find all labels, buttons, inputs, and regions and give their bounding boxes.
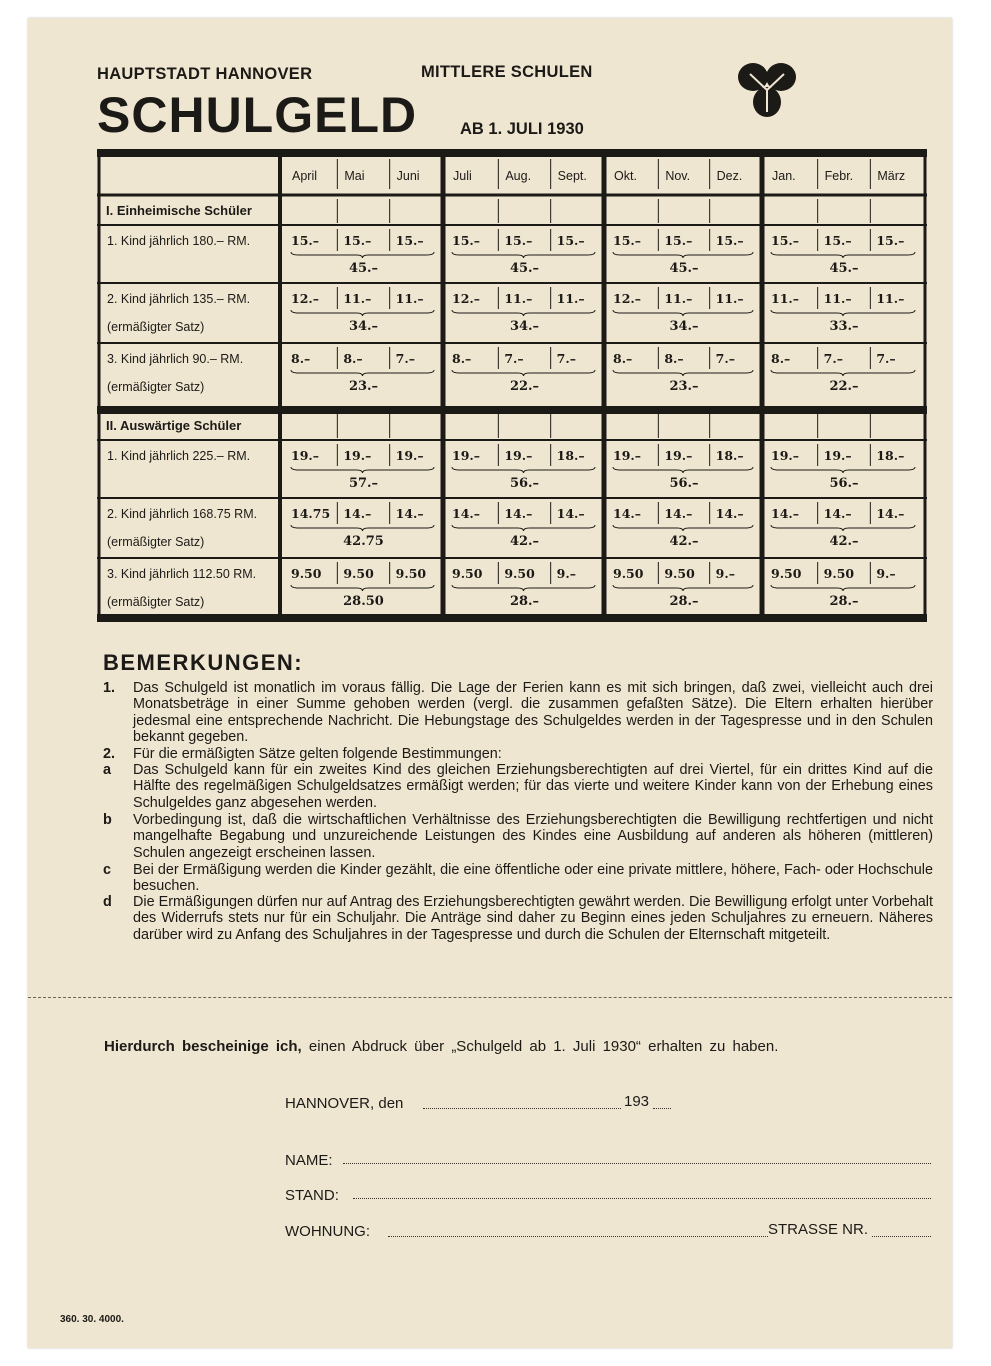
fee-cell: 19.– xyxy=(395,448,424,463)
fee-cell: 8.– xyxy=(343,351,363,366)
quarter-total: 34.– xyxy=(669,319,699,334)
remark-marker: b xyxy=(103,812,112,828)
remark-marker: a xyxy=(103,762,112,778)
fee-cell: 19.– xyxy=(823,448,852,463)
name-field[interactable] xyxy=(343,1163,931,1164)
fee-cell: 9.50 xyxy=(291,566,322,581)
month-header: Juli xyxy=(453,169,472,183)
month-header: Mai xyxy=(344,169,365,183)
fee-cell: 11.– xyxy=(343,291,372,306)
fee-cell: 11.– xyxy=(556,291,585,306)
fee-cell: 14.– xyxy=(876,506,905,521)
quarter-brace xyxy=(291,467,434,473)
row-sublabel: (ermäßigter Satz) xyxy=(107,320,205,334)
quarter-total: 42.– xyxy=(509,534,540,549)
row-label: 1. Kind jährlich 225.– RM. xyxy=(107,449,251,463)
quarter-brace xyxy=(291,585,434,591)
fee-cell: 9.– xyxy=(876,566,896,581)
fee-cell: 7.– xyxy=(876,351,896,366)
effective-date: AB 1. JULI 1930 xyxy=(460,120,584,138)
quarter-total: 42.– xyxy=(829,534,859,549)
stand-field[interactable] xyxy=(353,1198,931,1199)
fee-cell: 8.– xyxy=(771,351,791,366)
fee-cell: 7.– xyxy=(823,351,843,366)
fee-cell: 12.– xyxy=(613,291,641,306)
quarter-brace xyxy=(613,252,753,258)
fee-cell: 15.– xyxy=(395,233,424,248)
confirmation-text xyxy=(104,1038,778,1055)
fee-cell: 14.– xyxy=(556,506,585,521)
fee-cell: 11.– xyxy=(395,291,424,306)
quarter-brace xyxy=(452,370,595,376)
quarter-brace xyxy=(771,370,915,376)
remark-marker: 2. xyxy=(103,746,116,762)
month-header: April xyxy=(292,169,318,183)
section-title: I. Einheimische Schüler xyxy=(106,203,252,218)
quarter-brace xyxy=(613,370,753,376)
row-label: 2. Kind jährlich 135.– RM. xyxy=(107,292,251,306)
fee-cell: 14.– xyxy=(452,506,480,521)
month-header: Juni xyxy=(396,169,420,183)
quarter-total: 57.– xyxy=(348,476,379,491)
wohnung-field[interactable] xyxy=(388,1236,768,1237)
row-label: 2. Kind jährlich 168.75 RM. xyxy=(107,507,258,521)
fee-cell: 14.– xyxy=(613,506,641,521)
fee-cell: 11.– xyxy=(504,291,533,306)
quarter-brace xyxy=(613,525,753,531)
fee-cell: 9.50 xyxy=(504,566,535,581)
quarter-brace xyxy=(771,252,915,258)
quarter-total: 28.– xyxy=(669,594,699,609)
remark-marker: d xyxy=(103,894,112,910)
quarter-brace xyxy=(291,370,434,376)
quarter-total: 56.– xyxy=(509,476,540,491)
fee-cell: 9.– xyxy=(556,566,576,581)
month-header: Dez. xyxy=(716,169,743,183)
row-label: 1. Kind jährlich 180.– RM. xyxy=(107,234,251,248)
quarter-total: 23.– xyxy=(669,379,699,394)
school-type-heading: MITTLERE SCHULEN xyxy=(421,63,593,81)
quarter-total: 56.– xyxy=(669,476,699,491)
quarter-brace xyxy=(452,310,595,316)
section-title: II. Auswärtige Schüler xyxy=(106,418,242,433)
quarter-total: 28.50 xyxy=(343,594,384,609)
fee-cell: 15.– xyxy=(664,233,693,248)
remark-text: Das Schulgeld kann für ein zweites Kind des gleichen Erziehungsberechtigten auf drei Viertel, für ein drittes Kind auf die Hälfte des regelmäßigen Schulgeldsatzes ermäßigt werden; für das vierte und weitere Kinder kann von der Erhebung eines Schulgeldes ganz abgesehen werden. xyxy=(133,762,933,811)
fee-cell: 19.– xyxy=(343,448,372,463)
fee-cell: 14.– xyxy=(771,506,799,521)
fee-cell: 14.– xyxy=(664,506,693,521)
fee-cell: 15.– xyxy=(876,233,905,248)
clover-logo-icon xyxy=(736,60,798,120)
row-label: 3. Kind jährlich 112.50 RM. xyxy=(107,567,257,581)
month-header: Nov. xyxy=(665,169,691,183)
fee-cell: 15.– xyxy=(613,233,641,248)
month-header: Aug. xyxy=(505,169,532,183)
fee-cell: 8.– xyxy=(613,351,633,366)
quarter-brace xyxy=(613,585,753,591)
fee-cell: 9.50 xyxy=(395,566,427,581)
month-header: Jan. xyxy=(772,169,796,183)
quarter-brace xyxy=(771,525,915,531)
quarter-brace xyxy=(291,252,434,258)
fee-cell: 11.– xyxy=(876,291,905,306)
month-header: Sept. xyxy=(557,169,587,183)
fee-cell: 15.– xyxy=(343,233,372,248)
fee-cell: 15.– xyxy=(291,233,319,248)
fee-cell: 9.– xyxy=(715,566,735,581)
month-header: Okt. xyxy=(614,169,637,183)
city-date-label: HANNOVER, den xyxy=(285,1095,404,1112)
quarter-total: 34.– xyxy=(348,319,379,334)
remark-text: Das Schulgeld ist monatlich im voraus fällig. Die Lage der Ferien kann es mit sich bringen, daß zwei, vielleicht auch drei Monatsbeträge in einer Summe gehoben werden (vergl. die zusammen gefaßten Sätze). Die Eltern erhalten hierüber jedesmal eine entsprechende Nachricht. Die Hebungstage des Schulgeldes werden in der Tagespresse und in den Schulen bekannt gegeben. xyxy=(133,680,933,746)
quarter-total: 22.– xyxy=(509,379,540,394)
quarter-total: 34.– xyxy=(509,319,540,334)
fee-cell: 9.50 xyxy=(771,566,802,581)
fee-cell: 19.– xyxy=(291,448,319,463)
remark-marker: c xyxy=(103,862,112,878)
quarter-brace xyxy=(291,525,434,531)
name-label: NAME: xyxy=(285,1152,333,1169)
quarter-brace xyxy=(291,310,434,316)
fee-cell: 14.– xyxy=(343,506,372,521)
quarter-total: 23.– xyxy=(348,379,379,394)
fee-cell: 15.– xyxy=(715,233,744,248)
fee-cell: 14.– xyxy=(823,506,852,521)
fee-cell: 7.– xyxy=(504,351,524,366)
year-field[interactable] xyxy=(653,1108,671,1109)
row-sublabel: (ermäßigter Satz) xyxy=(107,380,205,394)
fee-cell: 9.50 xyxy=(452,566,483,581)
fee-cell: 14.– xyxy=(395,506,424,521)
quarter-total: 42.– xyxy=(669,534,699,549)
fee-cell: 11.– xyxy=(664,291,693,306)
quarter-total: 33.– xyxy=(829,319,859,334)
fee-cell: 19.– xyxy=(452,448,480,463)
confirmation-bold: Hierdurch bescheinige ich, xyxy=(104,1038,302,1055)
fee-cell: 19.– xyxy=(771,448,799,463)
quarter-total: 22.– xyxy=(829,379,859,394)
quarter-total: 45.– xyxy=(509,261,540,276)
fee-cell: 19.– xyxy=(613,448,641,463)
fee-cell: 9.50 xyxy=(613,566,644,581)
fee-cell: 8.– xyxy=(291,351,311,366)
fee-cell: 7.– xyxy=(715,351,735,366)
fee-cell: 8.– xyxy=(452,351,472,366)
quarter-brace xyxy=(452,585,595,591)
print-number: 360. 30. 4000. xyxy=(60,1314,124,1325)
quarter-total: 42.75 xyxy=(343,534,384,549)
row-label: 3. Kind jährlich 90.– RM. xyxy=(107,352,244,366)
remark-marker: 1. xyxy=(103,680,116,696)
fee-cell: 19.– xyxy=(664,448,693,463)
fee-cell: 11.– xyxy=(715,291,744,306)
remark-text: Die Ermäßigungen dürfen nur auf Antrag des Erziehungsberechtigten gewährt werden. Die Bewilligung erfolgt unter Vorbehalt des Widerrufs stets nur für ein Schuljahr. Die Anträge sind daher zu Beginn eines jeden Schuljahres zu erneuern. Näheres darüber wird zu Anfang des Schuljahres in der Tagespresse und durch die Schulen der Elternschaft mitgeteilt. xyxy=(133,894,933,943)
fee-cell: 9.50 xyxy=(343,566,374,581)
strasse-label: STRASSE NR. xyxy=(768,1221,869,1238)
date-field[interactable] xyxy=(423,1108,621,1109)
remark-text: Bei der Ermäßigung werden die Kinder gezählt, die eine öffentliche oder eine private mittlere, höhere, Fach- oder Hochschule besuchen. xyxy=(133,862,933,895)
quarter-total: 45.– xyxy=(348,261,379,276)
fee-cell: 7.– xyxy=(556,351,576,366)
fee-cell: 11.– xyxy=(771,291,799,306)
quarter-total: 45.– xyxy=(829,261,859,276)
quarter-total: 56.– xyxy=(829,476,859,491)
row-sublabel: (ermäßigter Satz) xyxy=(107,535,205,549)
fee-cell: 15.– xyxy=(823,233,852,248)
fee-cell: 19.– xyxy=(504,448,533,463)
fee-cell: 18.– xyxy=(876,448,905,463)
remark-text: Vorbedingung ist, daß die wirtschaftlichen Verhältnisse des Erziehungsberechtigten die Bewilligung rechtfertigen und nicht mangelhafte Begabung und unzureichende Leistungen des Kindes eine Ausbildung auf anderen als höheren (mittleren) Schulen angezeigt erscheinen lassen. xyxy=(133,812,933,861)
fee-cell: 15.– xyxy=(556,233,585,248)
fee-cell: 12.– xyxy=(291,291,319,306)
quarter-total: 28.– xyxy=(509,594,540,609)
fee-cell: 9.50 xyxy=(664,566,695,581)
quarter-brace xyxy=(452,467,595,473)
fee-cell: 15.– xyxy=(452,233,480,248)
quarter-brace xyxy=(771,585,915,591)
fee-table xyxy=(97,149,927,622)
fee-cell: 9.50 xyxy=(823,566,855,581)
month-header: März xyxy=(877,169,906,183)
strasse-field[interactable] xyxy=(872,1236,931,1237)
row-sublabel: (ermäßigter Satz) xyxy=(107,595,205,609)
quarter-total: 28.– xyxy=(829,594,859,609)
stand-label: STAND: xyxy=(285,1187,339,1204)
fee-cell: 15.– xyxy=(504,233,533,248)
perforation-line xyxy=(28,997,952,998)
quarter-total: 45.– xyxy=(669,261,699,276)
fee-cell: 18.– xyxy=(715,448,744,463)
fee-cell: 12.– xyxy=(452,291,480,306)
fee-cell: 7.– xyxy=(395,351,415,366)
quarter-brace xyxy=(613,467,753,473)
fee-cell: 11.– xyxy=(823,291,852,306)
fee-cell: 8.– xyxy=(664,351,684,366)
fee-cell: 15.– xyxy=(771,233,799,248)
remark-text: Für die ermäßigten Sätze gelten folgende Bestimmungen: xyxy=(133,746,502,762)
quarter-brace xyxy=(452,525,595,531)
fee-cell: 14.– xyxy=(504,506,533,521)
quarter-brace xyxy=(613,310,753,316)
fee-cell: 18.– xyxy=(556,448,585,463)
confirmation-rest: einen Abdruck über „Schulgeld ab 1. Juli 1930“ erhalten zu haben. xyxy=(308,1038,779,1055)
remarks-title: BEMERKUNGEN: xyxy=(103,650,304,675)
fee-cell: 14.– xyxy=(715,506,744,521)
quarter-brace xyxy=(771,310,915,316)
year-label: 193 xyxy=(624,1093,650,1110)
fee-cell: 14.75 xyxy=(291,506,331,521)
quarter-brace xyxy=(452,252,595,258)
page-title: SCHULGELD xyxy=(97,87,418,143)
month-header: Febr. xyxy=(824,169,854,183)
wohnung-label: WOHNUNG: xyxy=(285,1223,370,1240)
city-heading: HAUPTSTADT HANNOVER xyxy=(97,65,313,83)
quarter-brace xyxy=(771,467,915,473)
